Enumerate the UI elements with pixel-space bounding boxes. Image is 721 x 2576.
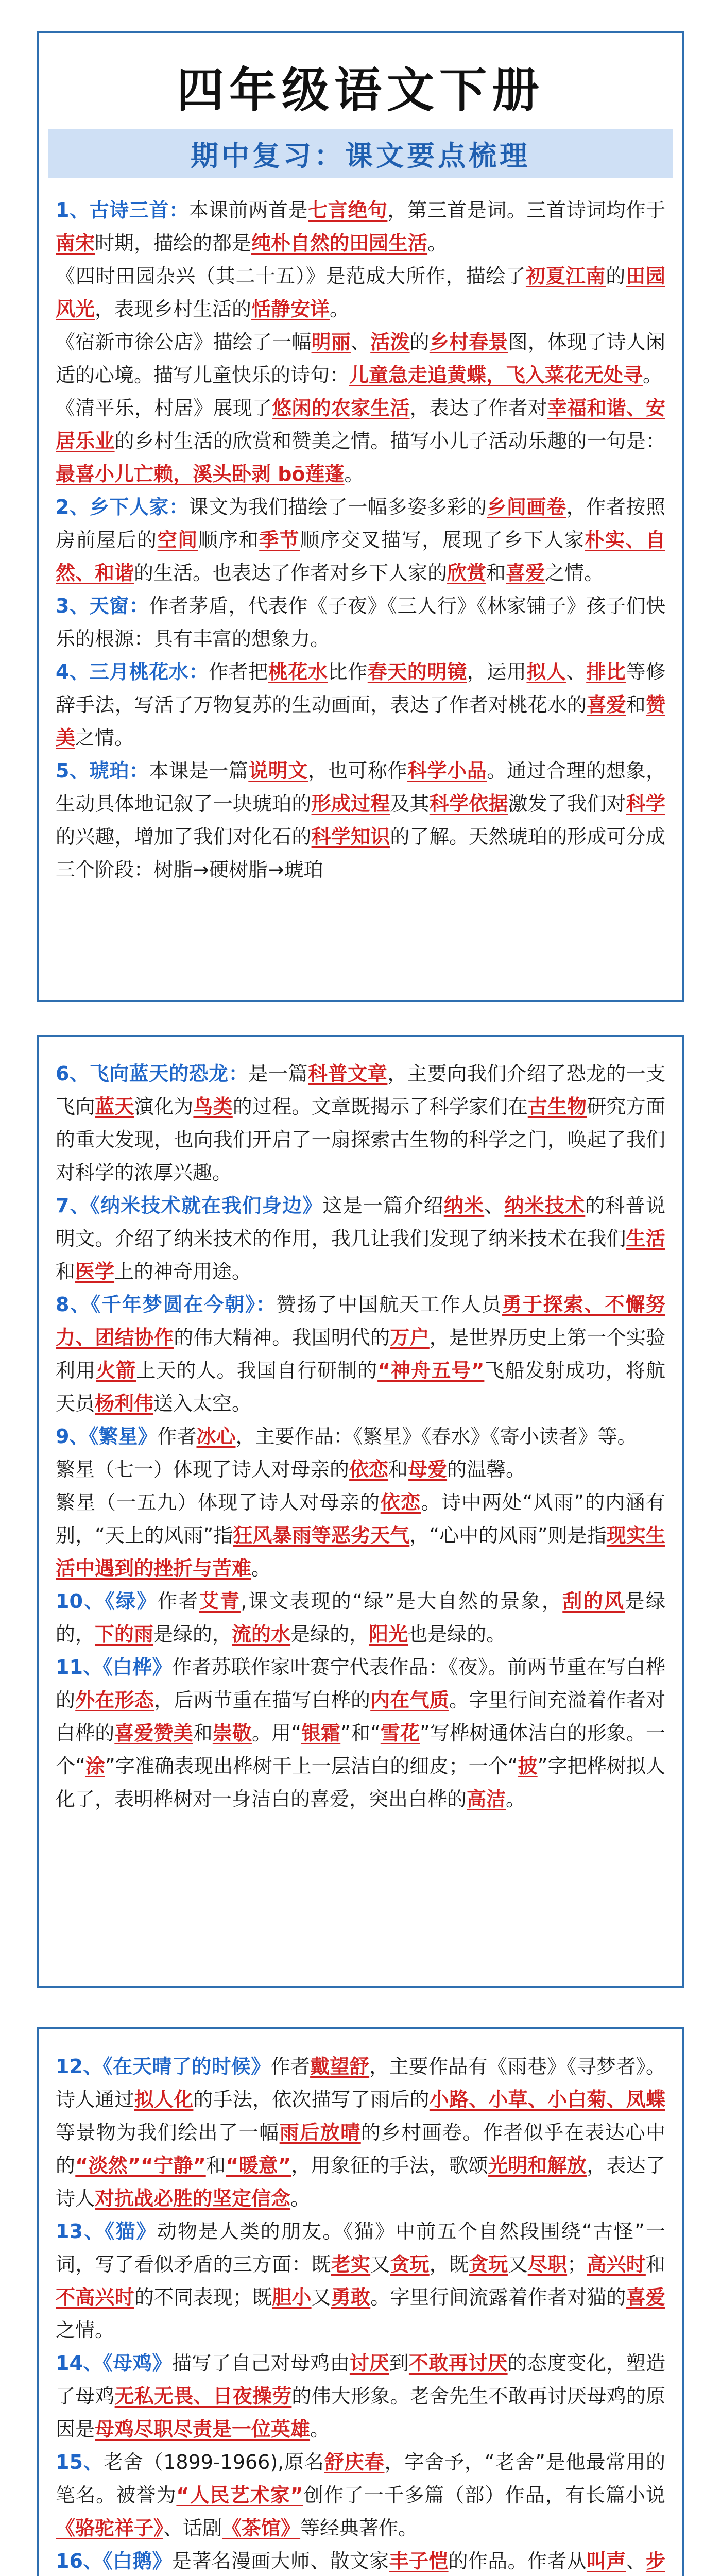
- note-text: 的态度变化，塑造了母鸡: [56, 2352, 665, 2408]
- key-point: 舒庆春: [324, 2451, 385, 2473]
- key-point: 欣赏: [447, 562, 487, 584]
- key-point: 小路、小草、小白菊、凤蝶: [429, 2088, 665, 2111]
- note-text: ，表达了作者对: [409, 397, 547, 419]
- key-point: 喜爱: [587, 693, 626, 716]
- note-paragraph: [56, 326, 665, 392]
- key-point: 儿童急走追黄蝶，飞入菜花无处寻: [349, 364, 643, 386]
- key-point: 纯朴自然的田园生活: [251, 232, 428, 255]
- note-text: 。字里行间流露着作者对猫的: [370, 2286, 626, 2309]
- note-paragraph: [56, 2347, 665, 2446]
- section-heading: 2、乡下人家：: [56, 496, 189, 518]
- key-point: 赞美: [56, 693, 665, 749]
- key-point: “神舟五号”: [377, 1359, 485, 1382]
- key-point: 喜爱: [626, 2286, 665, 2309]
- section-heading: 11、《白桦》: [56, 1656, 172, 1679]
- key-point: 银霜: [301, 1722, 341, 1744]
- section-heading: 8、《千年梦圆在今朝》：: [56, 1293, 277, 1316]
- note-text: 。字里行间充溢着作者对白桦的: [56, 1689, 665, 1744]
- note-paragraph: [56, 2545, 665, 2576]
- note-text: 是绿的，: [56, 1590, 665, 1646]
- note-text: 、: [566, 660, 587, 683]
- key-point: 医学: [75, 1260, 115, 1283]
- key-point: 朴实、自然、和谐: [56, 529, 665, 584]
- note-paragraph: [56, 1420, 665, 1453]
- key-point: 乡间画卷: [487, 496, 566, 518]
- note-text: 也是绿的。: [408, 1623, 506, 1646]
- notes-content-3: [39, 2029, 682, 2576]
- key-point: 鸟类: [193, 1095, 233, 1118]
- key-point: 《茶馆》: [222, 2517, 301, 2539]
- key-point: 依恋: [380, 1491, 421, 1514]
- note-text: 是著名漫画大师、散文家: [171, 2550, 389, 2572]
- key-point: 春天的明镜: [367, 660, 467, 683]
- key-point: 科学依据: [429, 792, 508, 815]
- key-point: 南宋: [56, 232, 95, 255]
- note-paragraph: [56, 1651, 665, 1816]
- key-point: 勇敢: [331, 2286, 371, 2309]
- note-text: 是一篇: [248, 1062, 308, 1085]
- note-paragraph: [56, 490, 665, 589]
- note-text: 又: [311, 2286, 331, 2309]
- note-text: 和: [486, 562, 506, 584]
- note-text: 的乡村画卷。作者似乎在表达心中的: [56, 2121, 665, 2177]
- note-text: 《清平乐，村居》展现了: [56, 397, 272, 419]
- note-text: 之情。: [545, 562, 604, 584]
- note-text: 演化为: [134, 1095, 194, 1118]
- note-text: 图，体现了诗人闲适的心境。描写儿童快乐的诗句：: [56, 331, 665, 386]
- note-text: 《宿新市徐公店》描绘了一幅: [56, 331, 312, 353]
- note-text: 本课前两首是: [188, 199, 308, 222]
- section-heading: 10、《绿》: [56, 1590, 158, 1613]
- key-point: 依恋: [349, 1458, 389, 1481]
- key-point: “淡然”“宁静”: [75, 2154, 206, 2177]
- note-text: 和: [388, 1458, 408, 1481]
- note-text: 。: [643, 364, 663, 386]
- note-text: 作者苏联作家叶赛宁代表作品：《夜》。前两节重在写白桦的: [56, 1656, 665, 1711]
- key-point: 无私无畏、日夜操劳: [114, 2385, 292, 2408]
- note-text: 作者: [157, 1425, 197, 1448]
- key-point: 高兴时: [587, 2253, 646, 2276]
- note-text: ，字舍予，“老舍”是他最常用的笔名。被誉为: [56, 2451, 666, 2506]
- key-point: 生活: [626, 1227, 665, 1250]
- note-text: 的伟大形象。老舍先生不敢再讨厌母鸡的原因是: [56, 2385, 665, 2441]
- note-text: 。用“: [252, 1722, 301, 1744]
- key-point: 艾青: [199, 1590, 241, 1613]
- note-paragraph: [56, 589, 665, 655]
- key-point: 拟人化: [134, 2088, 194, 2111]
- key-point: 万户: [390, 1326, 430, 1349]
- note-text: 飞船发射成功，将航天员: [56, 1359, 665, 1415]
- note-text: ，表现乡村生活的: [95, 298, 252, 320]
- key-point: 田园风光: [56, 265, 665, 320]
- key-point: 古生物: [527, 1095, 587, 1118]
- key-point: 初夏江南: [525, 265, 606, 287]
- key-point: 科学知识: [311, 825, 390, 848]
- note-paragraph: [56, 2050, 665, 2215]
- notes-content-1: [39, 194, 682, 886]
- key-point: 季节: [259, 529, 300, 551]
- key-point: 冰心: [196, 1425, 236, 1448]
- key-point: 科普文章: [308, 1062, 388, 1085]
- note-text: 描写了自己对母鸡由: [171, 2352, 350, 2375]
- key-point: 最喜小儿亡赖，溪头卧剥 bō莲蓬: [56, 463, 345, 485]
- note-text: 作者: [270, 2055, 311, 2078]
- key-point: 涂: [85, 1755, 105, 1777]
- note-text: 的不同表现；既: [134, 2286, 272, 2309]
- page-title: 四年级语文下册: [176, 63, 544, 118]
- section-heading: 7、《纳米技术就在我们身边》: [56, 1194, 323, 1217]
- note-text: 、: [626, 2550, 646, 2572]
- key-point: “暖意”: [226, 2154, 291, 2177]
- key-point: 狂风暴雨等恶劣天气: [233, 1524, 410, 1547]
- notes-content-2: [39, 1037, 682, 1816]
- key-point: 形成过程: [311, 792, 390, 815]
- subtitle-bar: [48, 129, 673, 178]
- note-text: 送入太空。: [153, 1392, 252, 1415]
- key-point: 恬静安详: [251, 298, 330, 320]
- key-point: 外在形态: [75, 1689, 154, 1711]
- note-text: 和: [193, 1722, 213, 1744]
- note-text: 老舍（1899-1966),原名: [103, 2451, 324, 2473]
- note-text: 和: [626, 693, 646, 716]
- key-point: 空间: [157, 529, 198, 551]
- note-text: 的温馨。: [447, 1458, 526, 1481]
- key-point: 说明文: [248, 759, 308, 782]
- note-text: ，作者按照房前屋后的: [56, 496, 665, 551]
- note-text: 研究方面的重大发现，也向我们开启了一扇探索古生物的科学之门，唤起了我们对科学的浓厚兴趣。: [56, 1095, 665, 1184]
- note-text: 作者茅盾，代表作《子夜》《三人行》《林家铺子》孩子们快乐的根源：具有丰富的想象力。: [56, 595, 665, 650]
- note-paragraph: [56, 754, 665, 886]
- note-text: 。: [310, 2418, 330, 2441]
- key-point: 讨厌: [349, 2352, 389, 2375]
- note-text: 又: [370, 2253, 390, 2276]
- note-text: 又: [508, 2253, 528, 2276]
- note-text: 激发了我们对: [508, 792, 626, 815]
- key-point: 火箭: [96, 1359, 136, 1382]
- key-point: 拟人: [526, 660, 566, 683]
- note-text: 的伟大精神。我国明代的: [174, 1326, 390, 1349]
- key-point: 悠闲的农家生活: [272, 397, 410, 419]
- key-point: 喜爱: [506, 562, 545, 584]
- key-point: 贪玩: [469, 2253, 508, 2276]
- note-text: 上的神奇用途。: [114, 1260, 252, 1283]
- key-point: 内在气质: [370, 1689, 449, 1711]
- note-paragraph: [56, 1585, 665, 1651]
- note-text: 的科普说明文。介绍了纳米技术的作用，我几让我们发现了纳米技术在我们: [56, 1194, 665, 1250]
- note-text: 动物是人类的朋友。《猫》中前五个自然段围绕“古怪”一词，写了看似矛盾的三方面：既: [56, 2220, 665, 2276]
- note-text: 之情。: [75, 726, 134, 749]
- note-text: 赞扬了中国航天工作人员: [276, 1293, 503, 1316]
- key-point: 桃花水: [268, 660, 328, 683]
- note-paragraph: [56, 194, 665, 260]
- key-point: 纳米: [443, 1194, 485, 1217]
- note-text: ；: [567, 2253, 587, 2276]
- key-point: 贪玩: [390, 2253, 430, 2276]
- key-point: 排比: [586, 660, 626, 683]
- key-point: 对抗战必胜的坚定信念: [95, 2187, 291, 2210]
- key-point: 纳米技术: [504, 1194, 586, 1217]
- key-point: 现实生活中遇到的挫折与苦难: [56, 1524, 665, 1580]
- key-point: 幸福和谐、安居乐业: [56, 397, 665, 452]
- section-heading: 1、古诗三首：: [56, 199, 189, 222]
- key-point: “人民艺术家”: [176, 2484, 303, 2506]
- note-paragraph: [56, 1189, 665, 1288]
- note-text: 作者把: [209, 660, 268, 683]
- note-text: ”写桦树通体洁白的形象。一个“: [56, 1722, 665, 1777]
- note-text: 的兴趣，增加了我们对化石的: [56, 825, 312, 848]
- key-point: 高洁: [467, 1788, 506, 1810]
- notes-card-3: [37, 2027, 684, 2576]
- note-paragraph: [56, 260, 665, 326]
- section-heading: 12、《在天晴了的时候》: [56, 2055, 271, 2078]
- key-point: 光明和解放: [488, 2154, 587, 2177]
- note-text: 创作了一千多篇（部）作品，有长篇小说: [303, 2484, 665, 2506]
- key-point: 科学: [626, 792, 665, 815]
- key-point: 明丽: [311, 331, 351, 353]
- note-text: 是绿的，: [290, 1623, 369, 1646]
- note-text: ，用象征的手法，歌颂: [291, 2154, 488, 2177]
- note-text: 时期，描绘的都是: [95, 232, 252, 255]
- key-point: 七言绝句: [308, 199, 388, 222]
- note-text: 的过程。文章既揭示了科学家们在: [232, 1095, 528, 1118]
- section-heading: 3、天窗：: [56, 595, 149, 617]
- note-text: ，主要作品有《雨巷》《寻梦者》。诗人通过: [56, 2055, 665, 2111]
- key-point: 尽职: [527, 2253, 568, 2276]
- key-point: 雪花: [380, 1722, 420, 1744]
- note-text: ，第三首是词。三首诗词均作于: [387, 199, 665, 222]
- note-text: 。: [506, 1788, 526, 1810]
- note-text: 的生活。也表达了作者对乡下人家的: [134, 562, 448, 584]
- key-point: 乡村春景: [429, 331, 508, 353]
- note-text: 的作品。作者从: [448, 2550, 587, 2572]
- note-paragraph: [56, 392, 665, 490]
- note-text: 这是一篇介绍: [322, 1194, 444, 1217]
- key-point: 流的水: [232, 1623, 291, 1646]
- note-text: 。: [344, 463, 364, 485]
- note-text: ，后两节重在描写白桦的: [154, 1689, 371, 1711]
- note-paragraph: [56, 2215, 665, 2347]
- note-text: ”和“: [340, 1722, 381, 1744]
- note-text: 顺序交叉描写，展现了乡下人家: [300, 529, 585, 551]
- note-text: 等修辞手法，写活了万物复苏的生动画面，表达了作者对桃花水的: [56, 660, 665, 716]
- note-text: ，主要作品：《繁星》《春水》《寄小读者》等。: [235, 1425, 637, 1448]
- key-point: 雨后放晴: [279, 2121, 361, 2144]
- note-text: 。通过合理的想象，生动具体地记叙了一块琥珀的: [56, 759, 665, 815]
- key-point: 下的雨: [95, 1623, 154, 1646]
- note-text: 之情。: [56, 2319, 115, 2342]
- note-text: 比作: [328, 660, 368, 683]
- note-text: 的乡村生活的欣赏和赞美之情。描写小儿子活动乐趣的一句是：: [114, 430, 665, 452]
- note-text: 等经典著作。: [300, 2517, 418, 2539]
- subtitle: 期中复习：课文要点梳理: [191, 139, 530, 172]
- key-point: 《骆驼祥子》: [56, 2517, 164, 2539]
- section-heading: 4、三月桃花水：: [56, 660, 209, 683]
- note-text: ，运用: [467, 660, 527, 683]
- note-text: ，也可称作: [308, 759, 407, 782]
- section-heading: 9、《繁星》: [56, 1425, 158, 1448]
- note-paragraph: [56, 1288, 665, 1420]
- note-text: ，是世界历史上第一个实验利用: [56, 1326, 665, 1382]
- key-point: 披: [518, 1755, 538, 1777]
- note-text: 是绿的，: [153, 1623, 232, 1646]
- note-text: 、: [350, 331, 371, 353]
- key-point: 母爱: [408, 1458, 448, 1481]
- key-point: 阳光: [369, 1623, 408, 1646]
- key-point: 丰子恺: [389, 2550, 449, 2572]
- note-text: 。: [251, 1557, 271, 1580]
- note-text: 《四时田园杂兴（其二十五）》是范成大所作，描绘了: [56, 265, 526, 287]
- key-point: 不高兴时: [56, 2286, 134, 2309]
- note-paragraph: [56, 2446, 665, 2545]
- key-point: 科学小品: [407, 759, 487, 782]
- key-point: 老实: [331, 2253, 371, 2276]
- note-text: ，“心中的风雨”则是指: [409, 1524, 607, 1547]
- note-text: ，既: [429, 2253, 469, 2276]
- note-text: ”字把桦树拟人化了，表明桦树对一身洁白的喜爱，突出白桦的: [56, 1755, 665, 1810]
- note-text: 的了解。天然琥珀的形成可分成三个阶段：树脂→硬树脂→琥珀: [56, 825, 665, 881]
- note-text: 和: [645, 2253, 665, 2276]
- note-text: 作者: [157, 1590, 199, 1613]
- note-text: 及其: [390, 792, 430, 815]
- note-text: 课文为我们描绘了一幅多姿多彩的: [188, 496, 487, 518]
- note-text: 繁星（一五九）体现了诗人对母亲的: [56, 1491, 381, 1514]
- note-text: ”字准确表现出桦树干上一层洁白的细皮；一个“: [105, 1755, 518, 1777]
- section-heading: 5、琥珀：: [56, 759, 149, 782]
- notes-card-1: [37, 31, 684, 1002]
- note-text: ,课文表现的“绿”是大自然的景象，: [241, 1590, 563, 1613]
- key-point: 步: [645, 2550, 665, 2572]
- note-text: 的: [606, 265, 626, 287]
- section-heading: 15、: [56, 2451, 104, 2473]
- section-heading: 14、《母鸡》: [56, 2352, 172, 2375]
- key-point: 刮的风: [562, 1590, 625, 1613]
- key-point: 活泼: [370, 331, 410, 353]
- note-text: 的手法，依次描写了雨后的: [193, 2088, 430, 2111]
- note-text: 到: [389, 2352, 409, 2375]
- key-point: 勇于探索、不懈努力、团结协作: [56, 1293, 665, 1349]
- key-point: 崇敬: [212, 1722, 252, 1744]
- key-point: 喜爱赞美: [114, 1722, 193, 1744]
- note-text: 、: [484, 1194, 505, 1217]
- note-paragraph: [56, 1453, 665, 1486]
- note-text: 的: [409, 331, 430, 353]
- section-heading: 13、《猫》: [56, 2220, 157, 2243]
- note-text: 和: [205, 2154, 226, 2177]
- note-text: 上天的人。我国自行研制的: [136, 1359, 378, 1382]
- note-text: 。: [330, 298, 350, 320]
- note-paragraph: [56, 1057, 665, 1189]
- note-paragraph: [56, 1486, 665, 1585]
- section-heading: 16、《白鹅》: [56, 2550, 172, 2572]
- note-text: 。: [290, 2187, 311, 2210]
- note-text: 繁星（七一）体现了诗人对母亲的: [56, 1458, 350, 1481]
- key-point: 叫声: [586, 2550, 626, 2572]
- note-text: ，主要向我们介绍了恐龙的一支飞向: [56, 1062, 665, 1118]
- key-point: 蓝天: [95, 1095, 134, 1118]
- key-point: 胆小: [272, 2286, 312, 2309]
- note-text: 本课是一篇: [149, 759, 249, 782]
- note-text: 。: [427, 232, 448, 255]
- note-text: 顺序和: [198, 529, 260, 551]
- notes-card-2: [37, 1035, 684, 1988]
- note-paragraph: [56, 655, 665, 754]
- section-heading: 6、飞向蓝天的恐龙：: [56, 1062, 249, 1085]
- key-point: 不敢再讨厌: [408, 2352, 508, 2375]
- note-text: ，表达了诗人: [56, 2154, 665, 2210]
- note-text: 和: [56, 1260, 76, 1283]
- key-point: 母鸡尽职尽责是一位英雄: [95, 2418, 311, 2441]
- key-point: 戴望舒: [310, 2055, 370, 2078]
- note-text: 等景物为我们绘出了一幅: [56, 2121, 280, 2144]
- key-point: 杨利伟: [95, 1392, 154, 1415]
- note-text: 。诗中两处“风雨”的内涵有别，“天上的风雨”指: [56, 1491, 665, 1547]
- note-text: 、话剧: [163, 2517, 222, 2539]
